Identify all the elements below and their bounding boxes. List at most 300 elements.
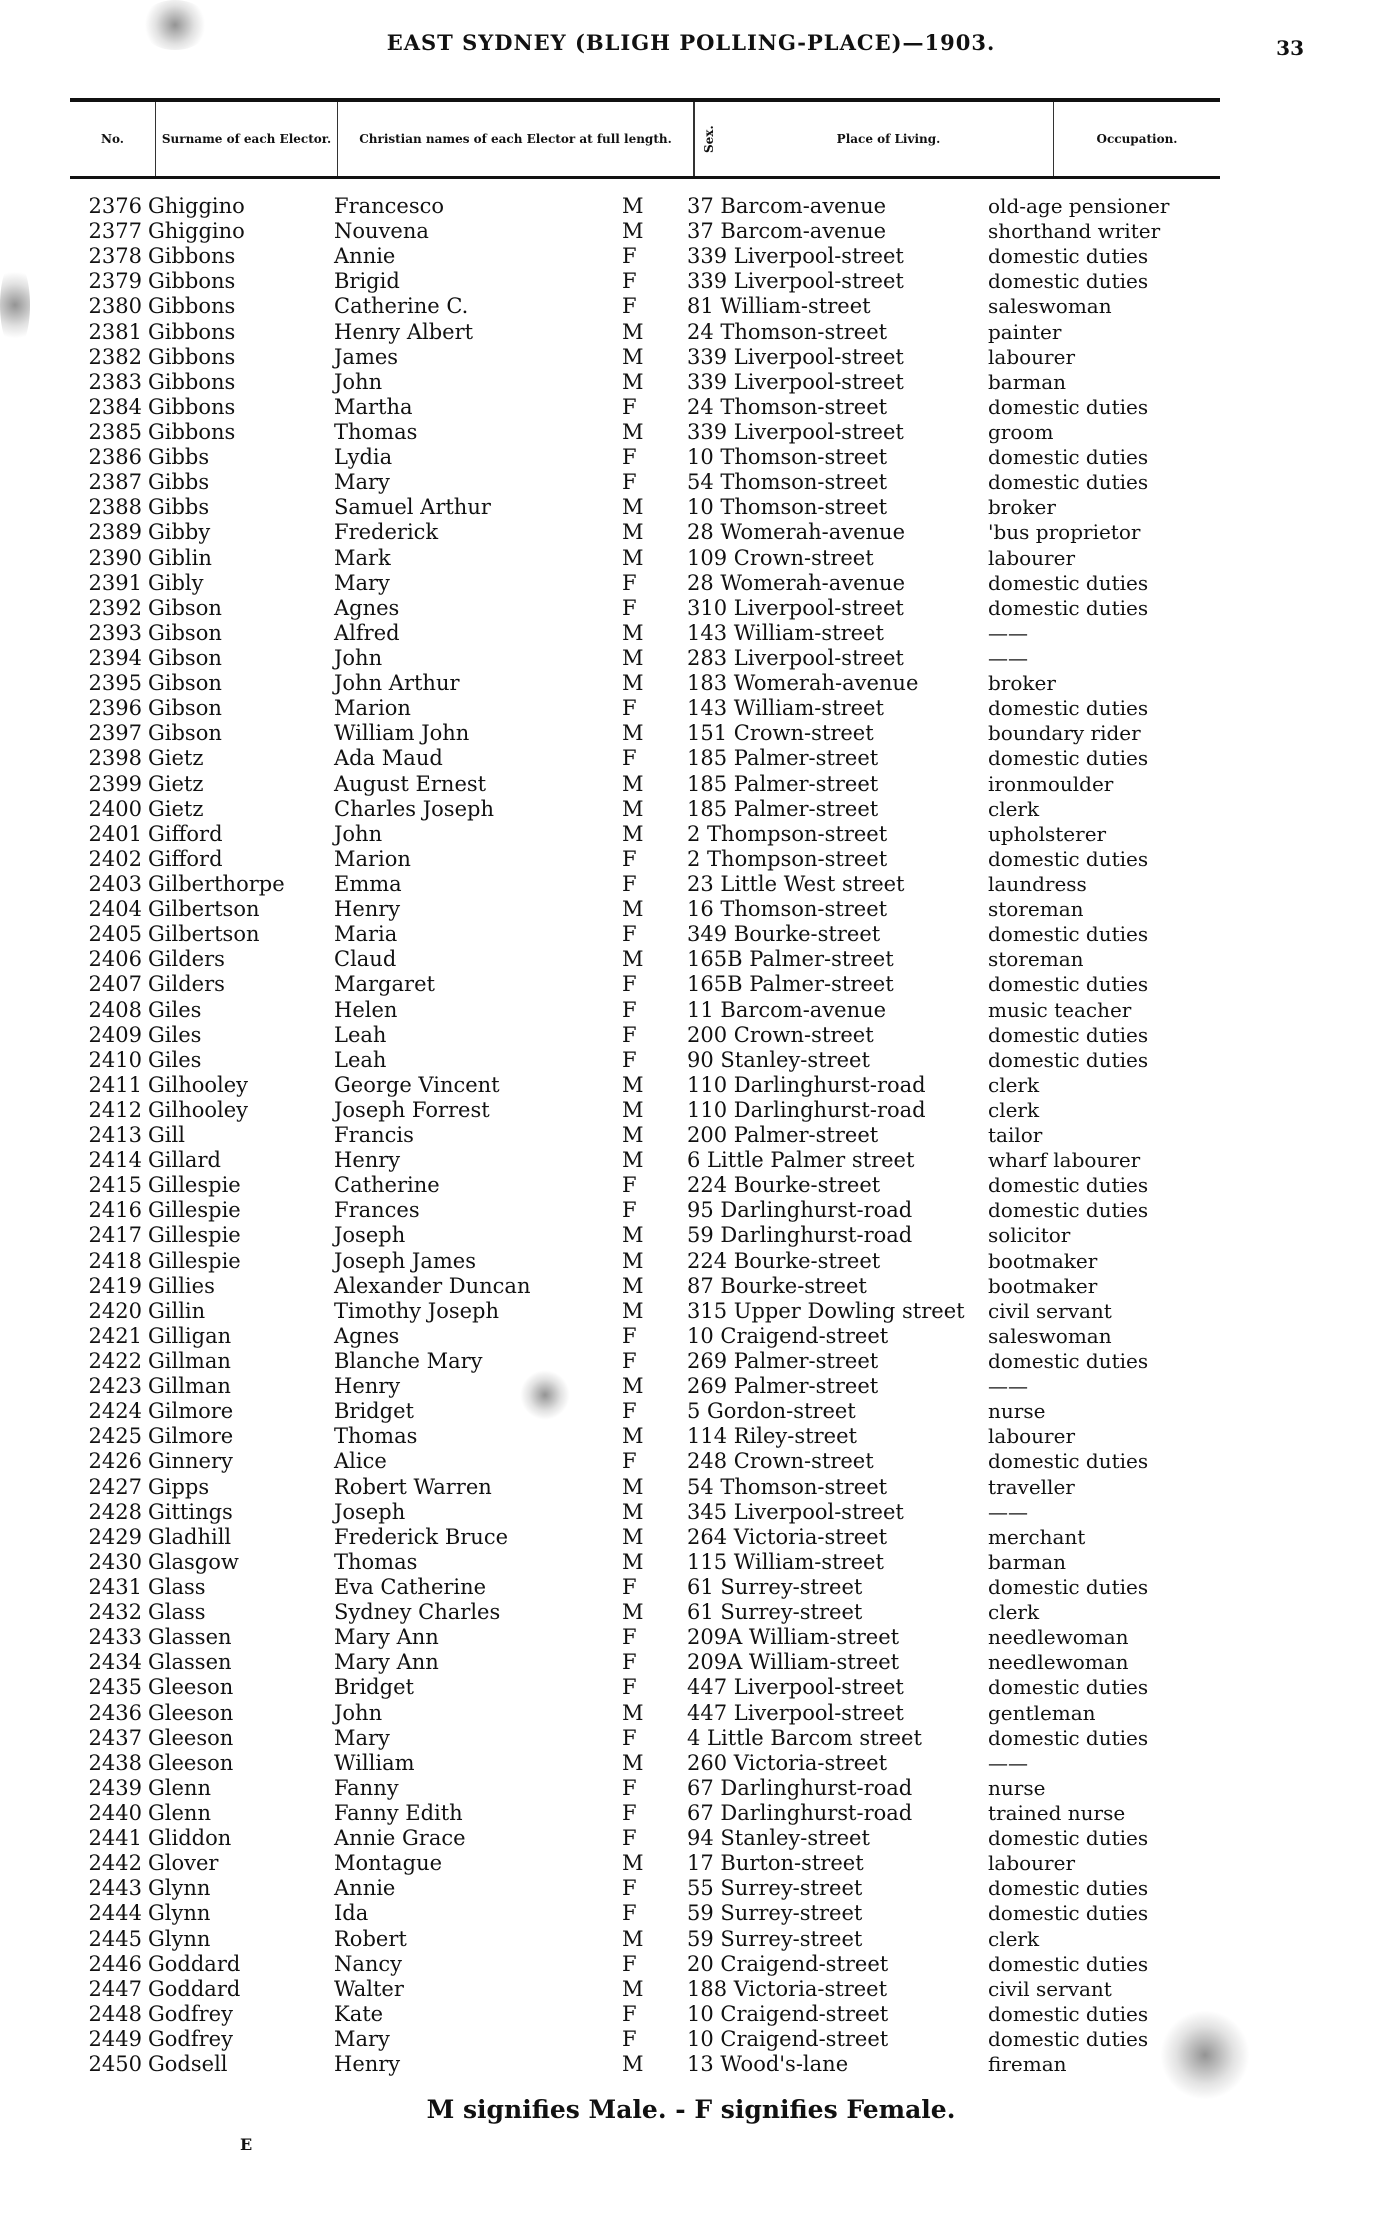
elector-surname: Gill — [148, 1123, 185, 1148]
elector-christian-names: Kate — [334, 2001, 384, 2026]
elector-christian-names: Sydney Charles — [334, 1600, 501, 1625]
elector-surname: Gibbons — [148, 369, 236, 394]
elector-number: 2439 — [88, 1775, 142, 1800]
elector-occupation: painter — [988, 319, 1062, 344]
elector-surname: Glover — [148, 1851, 219, 1876]
column-header-surname: Surname of each Elector. — [156, 102, 338, 176]
elector-christian-names: Alice — [334, 1449, 387, 1474]
elector-christian-names: Timothy Joseph — [334, 1298, 500, 1323]
elector-place: 67 Darlinghurst-road — [687, 1775, 913, 1800]
elector-sex: M — [622, 1700, 644, 1725]
table-row — [70, 470, 1220, 495]
elector-surname: Giles — [148, 1047, 202, 1072]
elector-number: 2397 — [88, 721, 142, 746]
elector-occupation: civil servant — [988, 1298, 1112, 1323]
elector-sex: F — [622, 1951, 637, 1976]
elector-number: 2431 — [88, 1575, 142, 1600]
elector-number: 2425 — [88, 1424, 142, 1449]
elector-number: 2444 — [88, 1901, 142, 1926]
elector-number: 2424 — [88, 1399, 142, 1424]
table-row — [70, 1500, 1220, 1525]
elector-sex: F — [622, 997, 637, 1022]
elector-number: 2406 — [88, 947, 142, 972]
elector-place: 94 Stanley-street — [687, 1826, 870, 1851]
elector-number: 2408 — [88, 997, 142, 1022]
elector-surname: Gittings — [148, 1499, 233, 1524]
elector-occupation: merchant — [988, 1524, 1086, 1549]
elector-number: 2418 — [88, 1248, 142, 1273]
elector-sex: F — [622, 696, 637, 721]
table-row — [70, 972, 1220, 997]
elector-place: 59 Surrey-street — [687, 1901, 863, 1926]
elector-surname: Gibly — [148, 570, 204, 595]
table-row — [70, 1449, 1220, 1474]
elector-place: 28 Womerah-avenue — [687, 570, 906, 595]
elector-place: 269 Palmer-street — [687, 1349, 879, 1374]
table-row — [70, 772, 1220, 797]
table-row — [70, 495, 1220, 520]
elector-place: 200 Crown-street — [687, 1022, 874, 1047]
elector-sex: F — [622, 1801, 637, 1825]
elector-place: 59 Surrey-street — [687, 1926, 863, 1951]
elector-occupation: domestic duties — [988, 1349, 1149, 1374]
elector-place: 87 Bourke-street — [687, 1273, 867, 1298]
elector-christian-names: Frederick Bruce — [334, 1524, 509, 1549]
elector-sex: F — [622, 1625, 637, 1650]
elector-surname: Gibbons — [148, 269, 236, 294]
elector-occupation: nurse — [988, 1775, 1046, 1800]
elector-sex: F — [622, 1449, 637, 1474]
elector-number: 2443 — [88, 1876, 142, 1901]
table-row — [70, 1826, 1220, 1851]
table-row — [70, 345, 1220, 370]
elector-number: 2391 — [88, 570, 142, 595]
elector-place: 109 Crown-street — [687, 545, 874, 570]
table-row — [70, 1399, 1220, 1424]
elector-number: 2435 — [88, 1675, 142, 1700]
table-row — [70, 596, 1220, 621]
elector-sex: M — [622, 419, 644, 444]
elector-occupation: groom — [988, 419, 1054, 444]
elector-christian-names: August Ernest — [334, 771, 487, 796]
elector-christian-names: Walter — [334, 1976, 404, 2001]
elector-occupation: clerk — [988, 1926, 1040, 1951]
elector-christian-names: Claud — [334, 947, 397, 972]
elector-surname: Gipps — [148, 1474, 210, 1499]
table-row — [70, 520, 1220, 545]
table-row — [70, 746, 1220, 771]
elector-sex: M — [622, 947, 644, 972]
ink-blot — [0, 260, 30, 350]
elector-surname: Gibson — [148, 696, 222, 721]
elector-sex: M — [622, 1851, 644, 1876]
table-row — [70, 2002, 1220, 2027]
elector-surname: Ginnery — [148, 1449, 233, 1474]
elector-place: 114 Riley-street — [687, 1424, 857, 1449]
column-header-no: No. — [70, 102, 156, 176]
column-header-place: Place of Living. — [724, 102, 1054, 176]
elector-occupation: labourer — [988, 545, 1076, 570]
elector-place: 16 Thomson-street — [687, 897, 888, 922]
elector-surname: Gibson — [148, 645, 222, 670]
elector-sex: M — [622, 620, 644, 645]
elector-occupation: domestic duties — [988, 1575, 1149, 1600]
elector-sex: M — [622, 1374, 644, 1399]
elector-place: 185 Palmer-street — [687, 771, 879, 796]
elector-number: 2428 — [88, 1499, 142, 1524]
elector-christian-names: Francis — [334, 1123, 414, 1148]
column-headers — [70, 98, 1220, 179]
elector-place: 24 Thomson-street — [687, 319, 888, 344]
elector-christian-names: Henry — [334, 2052, 401, 2077]
table-row — [70, 395, 1220, 420]
elector-sex: M — [622, 1148, 644, 1173]
elector-occupation: domestic duties — [988, 1951, 1149, 1976]
elector-christian-names: John Arthur — [334, 671, 460, 696]
elector-occupation: broker — [988, 671, 1056, 696]
elector-surname: Godfrey — [148, 2001, 233, 2026]
elector-occupation: fireman — [988, 2052, 1067, 2077]
elector-sex: M — [622, 545, 644, 570]
elector-christian-names: Martha — [334, 394, 413, 419]
elector-occupation: —— — [988, 1750, 1028, 1775]
elector-surname: Gillespie — [148, 1198, 241, 1223]
elector-place: 61 Surrey-street — [687, 1600, 863, 1625]
table-row — [70, 1901, 1220, 1926]
elector-sex: F — [622, 470, 637, 495]
elector-sex: F — [622, 1650, 637, 1675]
elector-place: 200 Palmer-street — [687, 1123, 879, 1148]
elector-sex: F — [622, 1399, 637, 1424]
elector-number: 2419 — [88, 1273, 142, 1298]
elector-occupation: needlewoman — [988, 1625, 1129, 1650]
elector-place: 54 Thomson-street — [687, 1474, 888, 1499]
elector-occupation: domestic duties — [988, 394, 1149, 419]
elector-number: 2392 — [88, 595, 142, 620]
elector-occupation: music teacher — [988, 997, 1132, 1022]
table-row — [70, 320, 1220, 345]
table-row — [70, 1525, 1220, 1550]
elector-sex: F — [622, 1173, 637, 1198]
elector-christian-names: Catherine — [334, 1173, 440, 1198]
elector-occupation: barman — [988, 369, 1067, 394]
elector-sex: F — [622, 294, 637, 319]
elector-christian-names: Charles Joseph — [334, 796, 494, 821]
elector-place: 10 Craigend-street — [687, 2026, 889, 2051]
elector-place: 67 Darlinghurst-road — [687, 1801, 913, 1825]
table-row — [70, 1701, 1220, 1726]
elector-place: 4 Little Barcom street — [687, 1725, 922, 1750]
elector-number: 2415 — [88, 1173, 142, 1198]
elector-christian-names: William — [334, 1750, 415, 1775]
elector-number: 2381 — [88, 319, 142, 344]
table-row — [70, 998, 1220, 1023]
table-row — [70, 445, 1220, 470]
table-row — [70, 1952, 1220, 1977]
table-row — [70, 1650, 1220, 1675]
elector-surname: Gleeson — [148, 1725, 234, 1750]
table-row — [70, 1223, 1220, 1248]
page-title: EAST SYDNEY (BLIGH POLLING-PLACE)—1903. — [386, 30, 996, 55]
elector-christian-names: Annie — [334, 1876, 396, 1901]
elector-surname: Gilhooley — [148, 1072, 249, 1097]
table-row — [70, 922, 1220, 947]
elector-occupation: shorthand writer — [988, 219, 1161, 244]
table-row — [70, 1023, 1220, 1048]
page-number: 33 — [1276, 36, 1304, 60]
elector-occupation: storeman — [988, 897, 1084, 922]
elector-sex: F — [622, 1876, 637, 1901]
elector-number: 2390 — [88, 545, 142, 570]
elector-surname: Gilberthorpe — [148, 871, 285, 896]
elector-number: 2402 — [88, 846, 142, 871]
elector-christian-names: Bridget — [334, 1399, 414, 1424]
elector-christian-names: Blanche Mary — [334, 1349, 483, 1374]
elector-number: 2440 — [88, 1801, 142, 1825]
elector-sex: F — [622, 1349, 637, 1374]
elector-place: 248 Crown-street — [687, 1449, 874, 1474]
elector-place: 2 Thompson-street — [687, 846, 888, 871]
elector-sex: M — [622, 1499, 644, 1524]
elector-number: 2417 — [88, 1223, 142, 1248]
elector-occupation: domestic duties — [988, 1675, 1149, 1700]
elector-place: 143 William-street — [687, 696, 884, 721]
table-row — [70, 571, 1220, 596]
elector-occupation: barman — [988, 1549, 1067, 1574]
elector-surname: Gillespie — [148, 1223, 241, 1248]
table-row — [70, 1550, 1220, 1575]
elector-surname: Gibbons — [148, 344, 236, 369]
elector-christian-names: Helen — [334, 997, 398, 1022]
table-row — [70, 947, 1220, 972]
elector-sex: M — [622, 1750, 644, 1775]
elector-christian-names: Alfred — [334, 620, 400, 645]
elector-christian-names: Catherine C. — [334, 294, 469, 319]
elector-surname: Gietz — [148, 746, 204, 771]
elector-number: 2429 — [88, 1524, 142, 1549]
elector-sex: F — [622, 1323, 637, 1348]
table-row — [70, 1801, 1220, 1826]
elector-number: 2387 — [88, 470, 142, 495]
elector-christian-names: Alexander Duncan — [334, 1273, 531, 1298]
elector-sex: M — [622, 1424, 644, 1449]
elector-christian-names: Mary — [334, 2026, 390, 2051]
elector-sex: F — [622, 1198, 637, 1223]
elector-surname: Gladhill — [148, 1524, 232, 1549]
elector-place: 24 Thomson-street — [687, 394, 888, 419]
elector-sex: F — [622, 871, 637, 896]
table-row — [70, 1927, 1220, 1952]
elector-sex: M — [622, 495, 644, 520]
elector-number: 2399 — [88, 771, 142, 796]
elector-number: 2447 — [88, 1976, 142, 2001]
elector-surname: Glynn — [148, 1876, 211, 1901]
elector-sex: F — [622, 1047, 637, 1072]
elector-surname: Gliddon — [148, 1826, 232, 1851]
elector-place: 339 Liverpool-street — [687, 244, 904, 269]
table-row — [70, 219, 1220, 244]
elector-place: 165B Palmer-street — [687, 972, 894, 997]
elector-christian-names: John — [334, 645, 383, 670]
elector-surname: Ghiggino — [148, 219, 245, 244]
elector-occupation: wharf labourer — [988, 1148, 1141, 1173]
elector-number: 2388 — [88, 495, 142, 520]
elector-place: 20 Craigend-street — [687, 1951, 889, 1976]
elector-place: 310 Liverpool-street — [687, 595, 904, 620]
elector-number: 2437 — [88, 1725, 142, 1750]
elector-christian-names: Montague — [334, 1851, 443, 1876]
elector-occupation: clerk — [988, 796, 1040, 821]
elector-number: 2383 — [88, 369, 142, 394]
elector-place: 209A William-street — [687, 1650, 900, 1675]
elector-occupation: —— — [988, 645, 1028, 670]
elector-number: 2405 — [88, 922, 142, 947]
elector-christian-names: Emma — [334, 871, 402, 896]
elector-sex: M — [622, 520, 644, 545]
elector-christian-names: George Vincent — [334, 1072, 500, 1097]
elector-place: 143 William-street — [687, 620, 884, 645]
elector-place: 115 William-street — [687, 1549, 884, 1574]
elector-sex: F — [622, 746, 637, 771]
elector-number: 2389 — [88, 520, 142, 545]
elector-sex: M — [622, 1273, 644, 1298]
elector-christian-names: Samuel Arthur — [334, 495, 491, 520]
elector-surname: Giles — [148, 1022, 202, 1047]
table-row — [70, 671, 1220, 696]
elector-place: 185 Palmer-street — [687, 746, 879, 771]
elector-christian-names: Mary Ann — [334, 1650, 439, 1675]
elector-number: 2378 — [88, 244, 142, 269]
table-row — [70, 696, 1220, 721]
elector-number: 2449 — [88, 2026, 142, 2051]
elector-sex: M — [622, 721, 644, 746]
elector-surname: Gilbertson — [148, 922, 260, 947]
elector-place: 183 Womerah-avenue — [687, 671, 919, 696]
elector-number: 2376 — [88, 194, 142, 218]
elector-occupation: upholsterer — [988, 821, 1107, 846]
elector-surname: Gilligan — [148, 1323, 232, 1348]
elector-christian-names: Robert Warren — [334, 1474, 492, 1499]
elector-number: 2423 — [88, 1374, 142, 1399]
elector-number: 2450 — [88, 2052, 142, 2077]
elector-christian-names: Eva Catherine — [334, 1575, 487, 1600]
elector-sex: M — [622, 1600, 644, 1625]
table-row — [70, 1776, 1220, 1801]
elector-surname: Gilmore — [148, 1399, 234, 1424]
elector-occupation: needlewoman — [988, 1650, 1129, 1675]
elector-occupation: bootmaker — [988, 1273, 1098, 1298]
elector-surname: Gleeson — [148, 1675, 234, 1700]
elector-surname: Gibbons — [148, 294, 236, 319]
elector-surname: Gibson — [148, 721, 222, 746]
table-row — [70, 1048, 1220, 1073]
elector-christian-names: Margaret — [334, 972, 435, 997]
elector-occupation: tailor — [988, 1123, 1043, 1148]
elector-christian-names: Agnes — [334, 595, 400, 620]
elector-number: 2382 — [88, 344, 142, 369]
elector-occupation: domestic duties — [988, 470, 1149, 495]
elector-surname: Glenn — [148, 1775, 211, 1800]
column-header-sex: Sex. — [694, 102, 724, 176]
elector-surname: Gilders — [148, 972, 225, 997]
table-row — [70, 1274, 1220, 1299]
table-row — [70, 1123, 1220, 1148]
elector-sex: F — [622, 1725, 637, 1750]
elector-surname: Gibbs — [148, 445, 210, 470]
elector-place: 283 Liverpool-street — [687, 645, 904, 670]
elector-occupation: solicitor — [988, 1223, 1071, 1248]
elector-occupation: domestic duties — [988, 595, 1149, 620]
elector-surname: Gibbons — [148, 419, 236, 444]
table-row — [70, 1374, 1220, 1399]
elector-sex: F — [622, 1575, 637, 1600]
elector-surname: Gibbons — [148, 394, 236, 419]
elector-place: 264 Victoria-street — [687, 1524, 888, 1549]
elector-sex: F — [622, 445, 637, 470]
elector-sex: F — [622, 1826, 637, 1851]
elector-christian-names: Frederick — [334, 520, 439, 545]
table-row — [70, 721, 1220, 746]
elector-sex: F — [622, 595, 637, 620]
table-row — [70, 1575, 1220, 1600]
elector-occupation: domestic duties — [988, 269, 1149, 294]
elector-surname: Gilbertson — [148, 897, 260, 922]
elector-place: 110 Darlinghurst-road — [687, 1072, 926, 1097]
elector-surname: Gibbs — [148, 495, 210, 520]
elector-christian-names: Leah — [334, 1047, 387, 1072]
elector-place: 11 Barcom-avenue — [687, 997, 887, 1022]
elector-place: 2 Thompson-street — [687, 821, 888, 846]
elector-surname: Gillman — [148, 1374, 231, 1399]
elector-christian-names: Marion — [334, 696, 411, 721]
elector-christian-names: William John — [334, 721, 470, 746]
elector-surname: Gibson — [148, 671, 222, 696]
elector-surname: Gibby — [148, 520, 211, 545]
elector-christian-names: Mary — [334, 470, 390, 495]
elector-number: 2385 — [88, 419, 142, 444]
elector-sex: M — [622, 2052, 644, 2077]
table-row — [70, 1198, 1220, 1223]
elector-place: 260 Victoria-street — [687, 1750, 888, 1775]
elector-christian-names: Fanny Edith — [334, 1801, 463, 1825]
elector-sex: F — [622, 846, 637, 871]
elector-sex: M — [622, 1926, 644, 1951]
elector-sex: M — [622, 369, 644, 394]
elector-occupation: ironmoulder — [988, 771, 1114, 796]
table-row — [70, 1324, 1220, 1349]
table-row — [70, 847, 1220, 872]
elector-surname: Godsell — [148, 2052, 228, 2077]
table-row — [70, 269, 1220, 294]
elector-number: 2441 — [88, 1826, 142, 1851]
table-row — [70, 822, 1220, 847]
elector-number: 2404 — [88, 897, 142, 922]
elector-place: 151 Crown-street — [687, 721, 874, 746]
signature-mark: E — [240, 2135, 253, 2154]
elector-christian-names: Francesco — [334, 194, 445, 218]
elector-surname: Gillespie — [148, 1248, 241, 1273]
elector-sex: M — [622, 1976, 644, 2001]
elector-christian-names: Nouvena — [334, 219, 429, 244]
elector-sex: M — [622, 1298, 644, 1323]
elector-number: 2379 — [88, 269, 142, 294]
elector-place: 37 Barcom-avenue — [687, 219, 887, 244]
elector-place: 339 Liverpool-street — [687, 419, 904, 444]
elector-sex: M — [622, 344, 644, 369]
elector-place: 6 Little Palmer street — [687, 1148, 915, 1173]
elector-surname: Gilmore — [148, 1424, 234, 1449]
table-row — [70, 1851, 1220, 1876]
